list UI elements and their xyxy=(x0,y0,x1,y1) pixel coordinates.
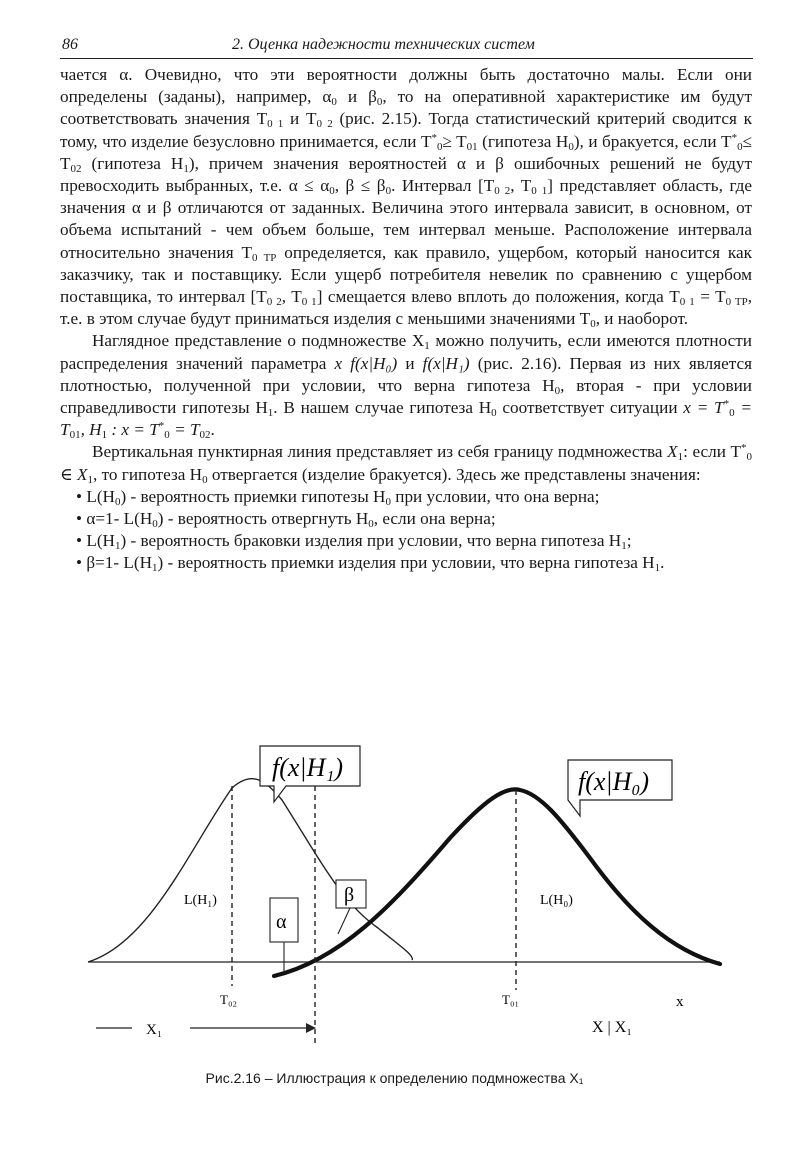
text-run: . Интервал [T xyxy=(391,176,495,196)
bullet-item xyxy=(60,530,752,552)
text-run: X xyxy=(667,442,678,462)
bullet-item xyxy=(60,552,752,574)
text-run: 0 xyxy=(385,185,392,198)
text-run: * xyxy=(158,420,165,433)
text-run: * xyxy=(731,131,738,144)
text-run: , то гипотеза H xyxy=(93,464,203,484)
text-run: Вертикальная пунктирная линия представляет из себя границу подмножества xyxy=(92,442,668,462)
text-run: 1 xyxy=(152,562,158,575)
text-run: : x = T xyxy=(107,420,159,440)
text-run: соответствует ситуации xyxy=(496,398,684,418)
bullet-item xyxy=(60,508,752,530)
text-run: 0 2 xyxy=(316,118,333,131)
text-run: = T xyxy=(694,287,726,307)
text-run: • β=1- L(H xyxy=(76,553,153,573)
text-run: 0 TP xyxy=(725,296,748,309)
text-run: 0 1 xyxy=(679,296,695,309)
text-run: ) - вероятность приемки гипотезы H xyxy=(120,486,386,506)
label-l-h0: L(H₀) xyxy=(540,893,573,908)
text-run: чается α. Очевидно, что эти вероятности должны быть достаточно малы. Если они определены (заданы), например, α xyxy=(60,65,752,107)
text-run: ) - вероятность приемки изделия при условии, что верна гипотеза H xyxy=(157,553,655,573)
text-run: (гипотеза H xyxy=(81,153,184,173)
text-run: 1 xyxy=(183,162,189,175)
text-run: , T xyxy=(281,287,302,307)
bullet-item xyxy=(60,486,752,508)
distribution-diagram xyxy=(60,728,760,1058)
text-run: ≤ T xyxy=(60,131,752,173)
label-x1: X₁ xyxy=(146,1022,163,1038)
paragraph-2 xyxy=(60,330,752,441)
text-run: 0 xyxy=(329,185,335,198)
chapter-title: 2. Оценка надежности технических систем xyxy=(232,36,535,53)
text-run: 0 xyxy=(729,407,735,420)
callout-h1-label: f(x|H₁) xyxy=(272,753,344,782)
text-run: = T xyxy=(60,398,752,440)
text-run: отвергается (изделие бракуется). Здесь же представлены значения: xyxy=(207,464,701,484)
label-t01: T₀₁ xyxy=(502,992,520,1007)
text-run: 0 xyxy=(590,318,596,331)
text-run: * xyxy=(741,442,747,455)
curve-f-x-h1 xyxy=(88,779,412,962)
text-run: 0 xyxy=(331,96,337,109)
text-run: ] смещается влево вплоть до положения, когда T xyxy=(316,287,680,307)
label-l-h1: L(H₁) xyxy=(184,893,217,908)
text-run: ) - вероятность браковки изделия при условии, что верна гипотеза H xyxy=(120,531,622,551)
text-run: , и наоборот. xyxy=(595,309,689,329)
text-run: 0 1 xyxy=(267,118,284,131)
text-run: и T xyxy=(283,109,317,129)
text-run: (рис. 2.15). Тогда статистический критерий сводится к тому, что изделие безусловно принимается, если T xyxy=(60,109,753,151)
text-run: : если T xyxy=(683,442,741,462)
text-run: 1 xyxy=(267,407,274,420)
text-run: 0 xyxy=(554,384,561,397)
text-run: • α=1- L(H xyxy=(76,509,153,529)
text-run: ≥ T xyxy=(442,131,467,151)
text-run: * xyxy=(723,398,730,411)
text-run: ; xyxy=(626,531,632,551)
text-run: 0 xyxy=(746,451,752,464)
text-run: 1 xyxy=(677,451,684,464)
text-run: (гипотеза H xyxy=(477,131,569,151)
figure-2-16 xyxy=(60,728,760,1058)
text-run: , если она верна; xyxy=(373,509,496,529)
text-run: ), и бракуется, если T xyxy=(573,131,732,151)
text-run: 1 xyxy=(621,540,627,553)
text-run: , т.е. в этом случае будут приниматься изделия с меньшими значениями T xyxy=(60,287,753,329)
text-run: 01 xyxy=(466,140,478,153)
text-run: x f(x|H₀) xyxy=(334,353,398,373)
body-text xyxy=(60,64,752,575)
beta-label: β xyxy=(344,884,355,906)
text-run: (рис. 2.16). Первая из них является плотностью, полученной при условии, что верна гипотеза H xyxy=(60,353,753,395)
text-run: 0 xyxy=(376,96,383,109)
alpha-label: α xyxy=(276,911,287,933)
text-run: при условии, что она верна; xyxy=(390,486,600,506)
text-run: определяется, как правило, ущербом, который наносится как заказчику, так и поставщику. Если ущерб потребителя невелик по сравнению с ущербом поставщика, то интервал [T xyxy=(60,242,752,307)
text-run: и xyxy=(397,353,423,373)
label-t02: T₀₂ xyxy=(220,992,238,1007)
text-run: 0 xyxy=(437,140,443,153)
text-run: 0 1 xyxy=(301,296,317,309)
text-run: 1 xyxy=(424,340,430,353)
text-run: 02 xyxy=(70,162,82,175)
text-run: 0 xyxy=(368,518,374,531)
text-run: f(x|H₁) xyxy=(422,353,470,373)
text-run: 0 xyxy=(491,407,497,420)
text-run: 0 xyxy=(202,473,208,486)
text-run: , вторая - при условии справедливости гипотезы H xyxy=(60,375,752,418)
text-run: 0 xyxy=(568,140,574,153)
text-run: . xyxy=(660,553,665,573)
text-run: 1 xyxy=(114,540,121,553)
text-run: 01 xyxy=(69,429,81,442)
text-run: ] представляет область, где значения α и β отличаются от заданных. Величина этого интервала зависит, в основном, от объема испытаний - чем объем больше, тем интервал меньше. Расположение интервала относительно значения T xyxy=(60,176,753,262)
paragraph-3 xyxy=(60,441,752,485)
text-run: 0 1 xyxy=(531,185,548,198)
text-run: • L(H xyxy=(76,486,115,506)
text-run: 1 xyxy=(87,473,94,486)
paragraph-1 xyxy=(60,64,752,330)
text-run: 0 2 xyxy=(266,296,282,309)
text-run: • L(H xyxy=(76,531,115,551)
text-run: , H xyxy=(80,420,102,440)
text-run: . В нашем случае гипотеза H xyxy=(273,398,492,418)
text-run: 0 xyxy=(114,495,121,508)
text-run: ) - вероятность отвергнуть H xyxy=(157,509,369,529)
label-x-axis: x xyxy=(676,994,684,1010)
text-run: ∈ xyxy=(60,464,78,484)
text-run: X xyxy=(77,464,88,484)
text-run: ), причем значения вероятностей α и β ошибочных решений не будут превосходить выбранных, т.е. α ≤ α xyxy=(60,153,753,196)
text-run: x = T xyxy=(683,398,724,418)
figure-caption: Рис.2.16 – Иллюстрация к определению подмножества X₁ xyxy=(205,1070,584,1086)
text-run: * xyxy=(431,131,437,144)
text-run: 02 xyxy=(199,429,211,442)
text-run: 0 2 xyxy=(494,185,511,198)
text-run: 0 xyxy=(164,429,170,442)
page-number: 86 xyxy=(62,36,78,53)
text-run: , то на оперативной характеристике им будут соответствовать значения T xyxy=(60,87,752,129)
text-run: 0 xyxy=(385,495,391,508)
text-run: Наглядное представление о подмножестве X xyxy=(92,331,425,351)
text-run: 1 xyxy=(654,562,661,575)
label-x-minus-x1: X | X₁ xyxy=(592,1019,632,1036)
text-run: и β xyxy=(336,87,377,107)
text-run: , T xyxy=(510,176,532,196)
text-run: , β ≤ β xyxy=(334,176,386,196)
text-run: = T xyxy=(169,420,200,440)
text-run: . xyxy=(210,420,215,440)
text-run: 1 xyxy=(101,429,108,442)
text-run: 0 TP xyxy=(251,251,277,264)
text-run: можно получить, если имеются плотности распределения значений параметра xyxy=(60,331,752,373)
text-run: 0 xyxy=(737,140,743,153)
text-run: 0 xyxy=(152,518,158,531)
callout-h0-label: f(x|H₀) xyxy=(578,767,650,796)
running-header xyxy=(60,36,753,59)
